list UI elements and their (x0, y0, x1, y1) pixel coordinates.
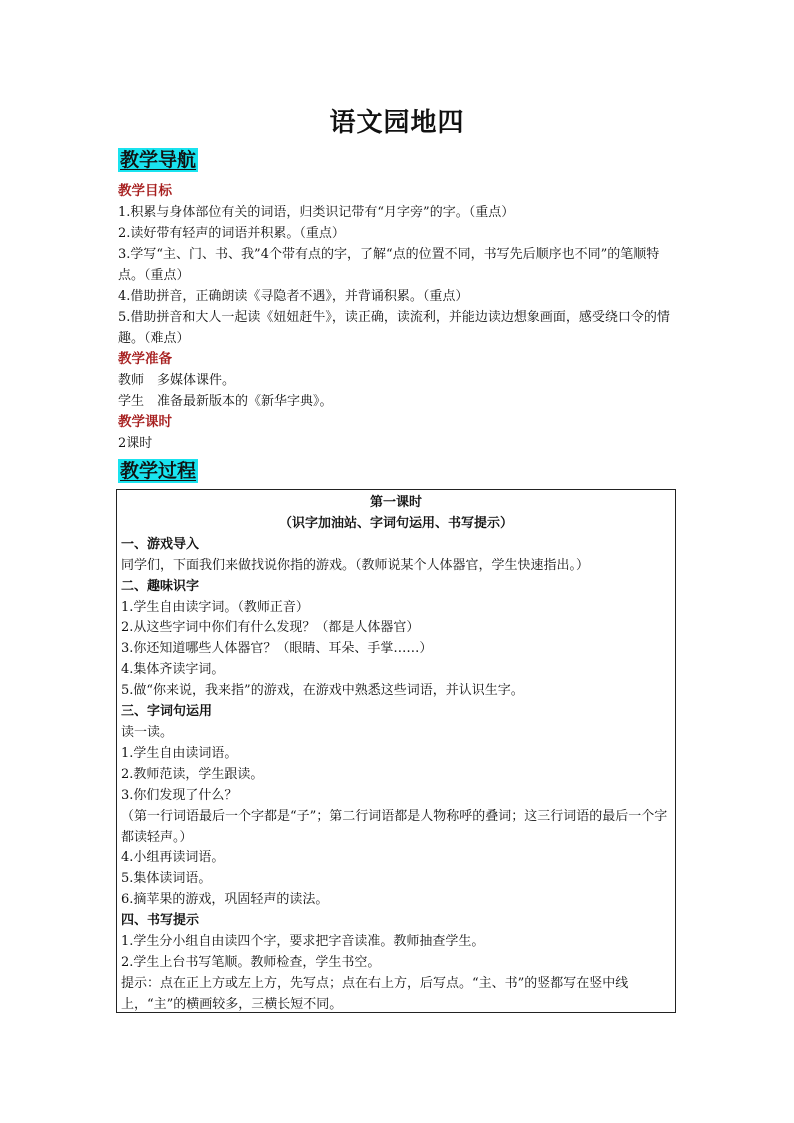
step-line: 2.学生上台书写笔顺。教师检查，学生书空。 (121, 954, 381, 970)
section-heading-guide: 教学导航 (120, 149, 197, 171)
lesson-subtitle: （识字加油站、字词句运用、书写提示） (278, 515, 513, 531)
step-line: 2.从这些字词中你们有什么发现？（都是人体器官） (121, 620, 420, 636)
prep-item: 学生 准备最新版本的《新华字典》。 (118, 394, 333, 409)
step-line: （第一行词语最后一个字都是“子”；第二行词语都是人物称呼的叠词；这三行词语的最后一个字都读轻声。） (121, 808, 668, 845)
step-line: 3.你还知道哪些人体器官？（眼睛、耳朵、手掌……） (121, 641, 433, 657)
step-line: 3.你们发现了什么？ (121, 787, 238, 803)
step-title: 四、书写提示 (121, 913, 200, 929)
step-line: 1.学生自由读词语。 (121, 745, 238, 761)
step-line: 6.摘苹果的游戏，巩固轻声的读法。 (121, 892, 329, 908)
step-title: 三、字词句运用 (121, 704, 213, 720)
guide-block (118, 181, 678, 454)
hours-title: 教学课时 (118, 414, 172, 430)
step-line: 1.学生自由读字词。（教师正音） (121, 599, 309, 615)
goal-item: 3.学写“主、门、书、我”4个带有点的字，了解“点的位置不同，书写先后顺序也不同”的笔顺特点。（重点） (118, 247, 660, 283)
goal-item: 1.积累与身体部位有关的词语，归类识记带有“月字旁”的字。（重点） (118, 205, 515, 220)
step-title: 一、游戏导入 (121, 536, 200, 552)
section-heading-process: 教学过程 (120, 460, 197, 482)
goal-item: 2.读好带有轻声的词语并积累。（重点） (118, 226, 345, 241)
lesson-title: 第一课时 (369, 495, 422, 510)
step-line: 同学们，下面我们来做找说你指的游戏。（教师说某个人体器官，学生快速指出。） (121, 557, 590, 573)
prep-item: 教师 多媒体课件。 (118, 373, 236, 388)
goal-item: 4.借助拼音，正确朗读《寻隐者不遇》，并背诵积累。（重点） (118, 289, 469, 304)
step-line: 2.教师范读，学生跟读。 (121, 766, 264, 782)
goals-title: 教学目标 (118, 183, 172, 199)
step-line: 提示：点在正上方或左上方，先写点；点在右上方，后写点。“主、书”的竖都写在竖中线上，“主”的横画较多，三横长短不同。 (121, 975, 629, 1012)
step-line: 读一读。 (121, 724, 174, 740)
step-line: 4.集体齐读字词。 (121, 662, 225, 678)
prep-title: 教学准备 (118, 351, 172, 367)
step-line: 4.小组再读词语。 (121, 850, 225, 866)
step-title: 二、趣味识字 (121, 578, 200, 594)
step-line: 5.集体读词语。 (121, 871, 212, 887)
hours-value: 2课时 (118, 436, 153, 451)
page-title: 语文园地四 (329, 108, 465, 138)
goal-item: 5.借助拼音和大人一起读《妞妞赶牛》，读正确，读流利，并能边读边想象画面，感受绕口令的情趣。（难点） (118, 310, 670, 346)
step-line: 1.学生分小组自由读四个字，要求把字音读准。教师抽查学生。 (121, 934, 485, 950)
step-line: 5.做“你来说，我来指”的游戏，在游戏中熟悉这些词语，并认识生字。 (121, 683, 524, 699)
lesson-box (116, 489, 676, 1013)
